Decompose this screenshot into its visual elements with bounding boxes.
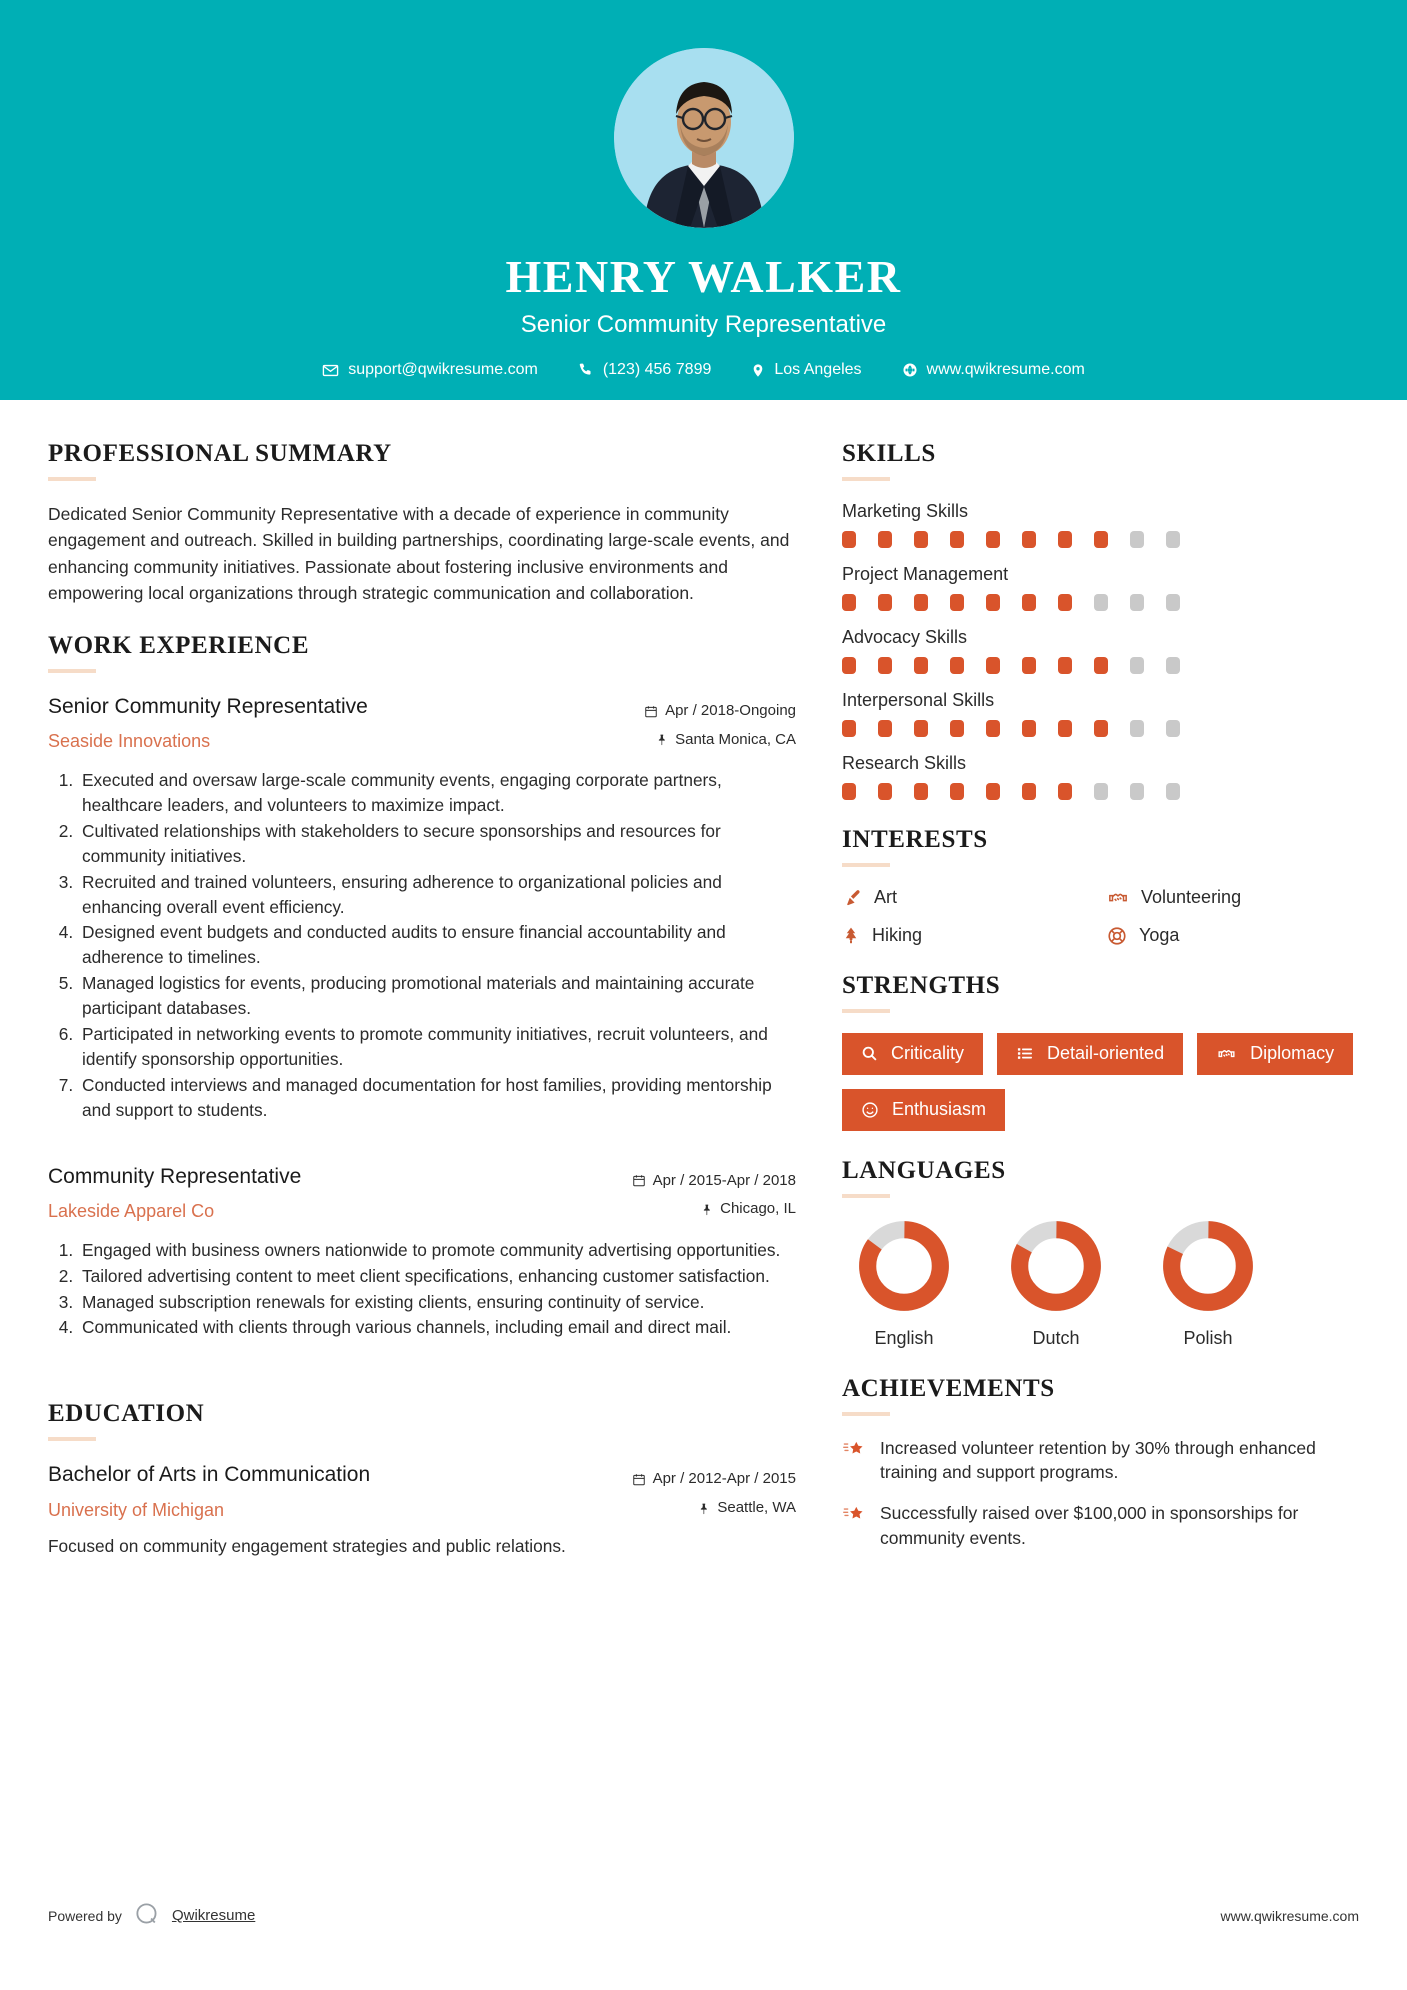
- entry-organization: Lakeside Apparel Co: [48, 1201, 215, 1222]
- strength-chip-enthusiasm[interactable]: [842, 1089, 1005, 1131]
- footer-website[interactable]: www.qwikresume.com: [1220, 1907, 1359, 1924]
- handshake-icon: [1216, 1045, 1237, 1063]
- bullet-item: 4. Communicated with clients through various channels, including email and direct mail.: [78, 1315, 796, 1340]
- entry-location-text: Chicago, IL: [720, 1200, 796, 1218]
- entry-left: [48, 1461, 581, 1522]
- entry-header: [48, 1163, 796, 1224]
- language-item: [1154, 1218, 1262, 1349]
- education-note: Focused on community engagement strategies and public relations.: [48, 1536, 566, 1557]
- entry-meta: [581, 1163, 796, 1224]
- entry-dates-text: Apr / 2018-Ongoing: [665, 702, 796, 719]
- achievement-text: Successfully raised over $100,000 in sponsorships for community events.: [880, 1503, 1299, 1549]
- strengths-list: [842, 1033, 1362, 1131]
- skill-dot-filled: [914, 783, 928, 800]
- skill-dot-empty: [1166, 783, 1180, 800]
- globe-icon: [902, 362, 918, 378]
- resume-body: [0, 400, 1407, 1586]
- bullet-item: 7. Conducted interviews and managed documentation for host families, providing mentorship and support to students.: [78, 1073, 796, 1123]
- skill-dot-empty: [1130, 531, 1144, 548]
- skill-rating: [842, 783, 1362, 800]
- page-footer: [0, 1901, 1407, 1930]
- skill-dot-filled: [1094, 657, 1108, 674]
- entry-bullets: [48, 1238, 796, 1341]
- calendar-icon: [644, 704, 658, 719]
- strength-label: Enthusiasm: [892, 1098, 987, 1119]
- skill-row: [842, 564, 1362, 611]
- section-spacer: [48, 1366, 796, 1400]
- skill-dot-empty: [1166, 531, 1180, 548]
- handshake-icon: [1107, 888, 1129, 908]
- pushpin-icon: [656, 732, 668, 747]
- section-rule: [842, 1009, 890, 1013]
- strength-label: Diplomacy: [1250, 1043, 1335, 1063]
- entry-role: Community Representative: [48, 1164, 302, 1188]
- entry-dates: [581, 1465, 796, 1494]
- education-entry: [48, 1461, 796, 1560]
- footer-powered-label: Powered by: [48, 1907, 122, 1924]
- skill-dot-filled: [914, 531, 928, 548]
- pine-tree-icon: [842, 925, 860, 946]
- skill-dot-empty: [1166, 720, 1180, 737]
- achievement-text: Increased volunteer retention by 30% through enhanced training and support programs.: [880, 1437, 1316, 1483]
- skill-dot-filled: [1022, 594, 1036, 611]
- section-languages: [842, 1157, 1362, 1349]
- skill-dot-filled: [914, 594, 928, 611]
- skill-label: Advocacy Skills: [842, 627, 968, 647]
- language-item: [1002, 1218, 1110, 1349]
- skill-dot-filled: [950, 720, 964, 737]
- skill-label: Project Management: [842, 564, 1009, 584]
- section-heading-achievements: ACHIEVEMENTS: [842, 1374, 1055, 1402]
- calendar-icon: [632, 1472, 646, 1487]
- experience-entry: [48, 1163, 796, 1341]
- skill-dot-empty: [1166, 594, 1180, 611]
- section-rule: [48, 477, 96, 481]
- section-achievements: [842, 1375, 1362, 1551]
- strength-label: Criticality: [891, 1043, 965, 1063]
- skill-rating: [842, 531, 1362, 548]
- language-label: English: [874, 1327, 934, 1348]
- skill-dot-filled: [842, 594, 856, 611]
- list-icon: [1016, 1045, 1034, 1062]
- achievement-item: [842, 1436, 1362, 1486]
- skill-dot-filled: [986, 531, 1000, 548]
- pushpin-icon: [698, 1501, 710, 1516]
- skill-row: [842, 690, 1362, 737]
- smiley-icon: [861, 1101, 879, 1119]
- entry-dates: [581, 697, 796, 726]
- bullet-item: 1. Executed and oversaw large-scale community events, engaging corporate partners, healthcare leaders, and volunteers to maximize impact.: [78, 768, 796, 818]
- contact-website[interactable]: [882, 361, 1105, 379]
- skill-dot-filled: [1058, 657, 1072, 674]
- section-heading-strengths: STRENGTHS: [842, 972, 1001, 999]
- avatar: [614, 48, 794, 228]
- experience-entry: [48, 693, 796, 1123]
- skill-dot-filled: [878, 783, 892, 800]
- resume-header: [0, 0, 1407, 400]
- bullet-item: 5. Managed logistics for events, producing promotional materials and maintaining accurate participant databases.: [78, 971, 796, 1021]
- footer-powered-by: [48, 1901, 255, 1930]
- skill-dot-filled: [1022, 720, 1036, 737]
- interest-item: [1107, 925, 1362, 946]
- interest-label: Yoga: [1139, 925, 1180, 945]
- bullet-item: 1. Engaged with business owners nationwide to promote community advertising opportunities.: [78, 1238, 796, 1263]
- skill-rating: [842, 720, 1362, 737]
- entry-bullets: [48, 768, 796, 1123]
- skill-label: Research Skills: [842, 753, 967, 773]
- interest-item: [842, 887, 1097, 908]
- section-heading-languages: LANGUAGES: [842, 1156, 1006, 1184]
- skill-dot-filled: [1022, 657, 1036, 674]
- skill-dot-filled: [1058, 531, 1072, 548]
- skill-dot-empty: [1166, 657, 1180, 674]
- strength-label: Detail-oriented: [1047, 1043, 1165, 1063]
- entry-left: [48, 693, 581, 754]
- contact-row: [302, 361, 1105, 379]
- entry-location-text: Seattle, WA: [717, 1498, 796, 1516]
- magnifier-icon: [861, 1045, 878, 1062]
- entry-organization: Seaside Innovations: [48, 731, 211, 752]
- skill-rating: [842, 594, 1362, 611]
- page-title: HENRY WALKER: [505, 251, 902, 302]
- right-column: [842, 440, 1362, 1586]
- entry-dates: [581, 1167, 796, 1196]
- skill-dot-filled: [842, 783, 856, 800]
- skill-row: [842, 753, 1362, 800]
- bullet-item: 6. Participated in networking events to promote community initiatives, recruit volunteers, and identify sponsorship opportunities.: [78, 1022, 796, 1072]
- paintbrush-icon: [842, 888, 862, 908]
- section-rule: [842, 1412, 890, 1416]
- strength-chip-diplomacy[interactable]: [1197, 1033, 1353, 1075]
- qwikresume-logo-icon: [134, 1901, 160, 1930]
- section-rule: [842, 477, 890, 481]
- skill-dot-filled: [986, 720, 1000, 737]
- skill-dot-filled: [1058, 783, 1072, 800]
- section-heading-interests: INTERESTS: [842, 826, 988, 853]
- contact-phone[interactable]: [558, 361, 732, 379]
- contact-email-text: support@qwikresume.com: [348, 361, 538, 378]
- section-rule: [48, 669, 96, 673]
- contact-location-text: Los Angeles: [774, 361, 862, 378]
- skill-dot-filled: [878, 720, 892, 737]
- section-rule: [842, 863, 890, 867]
- skill-dot-empty: [1130, 720, 1144, 737]
- envelope-icon: [322, 362, 339, 379]
- skill-label: Marketing Skills: [842, 501, 969, 521]
- skill-dot-filled: [986, 594, 1000, 611]
- skill-dot-filled: [842, 720, 856, 737]
- entry-location: [581, 1494, 796, 1523]
- section-heading-skills: SKILLS: [842, 440, 936, 467]
- language-donut-chart: [1160, 1218, 1256, 1314]
- interest-label: Art: [874, 887, 898, 907]
- skill-dot-empty: [1094, 594, 1108, 611]
- language-label: Dutch: [1032, 1327, 1080, 1348]
- skill-row: [842, 627, 1362, 674]
- interest-label: Volunteering: [1141, 887, 1242, 907]
- skill-dot-filled: [1094, 720, 1108, 737]
- skill-rating: [842, 657, 1362, 674]
- left-column: [48, 440, 796, 1586]
- skill-dot-filled: [986, 783, 1000, 800]
- section-heading-experience: WORK EXPERIENCE: [48, 632, 310, 659]
- education-school: University of Michigan: [48, 1499, 225, 1520]
- skill-dot-filled: [842, 657, 856, 674]
- interest-item: [842, 925, 1097, 946]
- summary-text: Dedicated Senior Community Representative with a decade of experience in community engagement and outreach. Skilled in building partnerships, coordinating large-scale events, and enhancing community initiatives. Passionate about fostering inclusive environments and empowering local organizations through strategic communication and collaboration.: [48, 504, 790, 603]
- language-item: [850, 1218, 958, 1349]
- section-rule: [842, 1194, 890, 1198]
- pushpin-icon: [701, 1202, 713, 1217]
- skill-dot-filled: [1094, 531, 1108, 548]
- skill-label: Interpersonal Skills: [842, 690, 995, 710]
- skill-dot-filled: [842, 531, 856, 548]
- entry-header: [48, 693, 796, 754]
- entry-location: [581, 726, 796, 755]
- section-professional-summary: [48, 440, 796, 606]
- contact-email[interactable]: [302, 361, 558, 379]
- section-skills: [842, 440, 1362, 800]
- section-work-experience: [48, 632, 796, 1340]
- skill-dot-filled: [1058, 594, 1072, 611]
- entry-dates-text: Apr / 2015-Apr / 2018: [652, 1171, 796, 1189]
- shooting-star-icon: [842, 1501, 866, 1526]
- entry-location-text: Santa Monica, CA: [675, 730, 796, 748]
- contact-phone-text: (123) 456 7899: [602, 361, 712, 378]
- entry-meta: [581, 1461, 796, 1522]
- skill-dot-empty: [1130, 783, 1144, 800]
- entry-meta: [581, 693, 796, 754]
- education-degree: Bachelor of Arts in Communication: [48, 1463, 371, 1487]
- entry-spacer: [48, 1129, 796, 1163]
- section-interests: [842, 826, 1362, 946]
- language-donut-chart: [856, 1218, 952, 1314]
- interest-item: [1107, 887, 1362, 908]
- section-strengths: [842, 972, 1362, 1131]
- entry-dates-text: Apr / 2012-Apr / 2015: [652, 1470, 796, 1488]
- skill-dot-filled: [950, 531, 964, 548]
- contact-website-text: www.qwikresume.com: [926, 361, 1085, 378]
- skill-dot-empty: [1094, 783, 1108, 800]
- shooting-star-icon: [842, 1436, 866, 1461]
- bullet-item: 2. Cultivated relationships with stakeholders to secure sponsorships and resources for community initiatives.: [78, 819, 796, 869]
- skill-dot-filled: [950, 594, 964, 611]
- skill-dot-filled: [950, 657, 964, 674]
- skill-dot-filled: [914, 657, 928, 674]
- entry-location: [581, 1195, 796, 1224]
- skill-dot-filled: [914, 720, 928, 737]
- skill-dot-empty: [1130, 594, 1144, 611]
- bullet-item: 4. Designed event budgets and conducted audits to ensure financial accountability and adherence to timelines.: [78, 920, 796, 970]
- language-label: Polish: [1183, 1327, 1233, 1348]
- section-rule: [48, 1437, 96, 1441]
- skill-dot-empty: [1130, 657, 1144, 674]
- footer-brand-link[interactable]: Qwikresume: [171, 1907, 256, 1924]
- achievement-item: [842, 1501, 1362, 1551]
- contact-location[interactable]: [731, 361, 881, 379]
- lifebuoy-icon: [1107, 926, 1127, 946]
- skill-dot-filled: [878, 657, 892, 674]
- phone-icon: [578, 362, 594, 378]
- calendar-icon: [632, 1173, 646, 1188]
- bullet-item: 3. Recruited and trained volunteers, ensuring adherence to organizational policies and enhancing overall event efficiency.: [78, 870, 796, 920]
- entry-left: [48, 1163, 581, 1224]
- bullet-item: 2. Tailored advertising content to meet client specifications, enhancing customer satisfaction.: [78, 1264, 796, 1289]
- skill-dot-filled: [986, 657, 1000, 674]
- skill-dot-filled: [950, 783, 964, 800]
- skill-dot-filled: [1022, 531, 1036, 548]
- bullet-item: 3. Managed subscription renewals for existing clients, ensuring continuity of service.: [78, 1290, 796, 1315]
- skill-row: [842, 501, 1362, 548]
- interests-grid: [842, 887, 1362, 946]
- interest-label: Hiking: [872, 925, 923, 945]
- entry-role: Senior Community Representative: [48, 695, 368, 718]
- skill-dot-filled: [1022, 783, 1036, 800]
- map-pin-icon: [751, 362, 765, 379]
- skill-dot-filled: [1058, 720, 1072, 737]
- entry-header: [48, 1461, 796, 1522]
- strength-chip-criticality[interactable]: [842, 1033, 983, 1075]
- skill-dot-filled: [878, 531, 892, 548]
- language-donut-chart: [1008, 1218, 1104, 1314]
- section-heading-education: EDUCATION: [48, 1400, 205, 1428]
- section-heading-summary: PROFESSIONAL SUMMARY: [48, 440, 392, 467]
- languages-list: [842, 1218, 1362, 1349]
- header-subtitle: Senior Community Representative: [520, 311, 887, 338]
- strength-chip-detail-oriented[interactable]: [997, 1033, 1183, 1075]
- section-education: [48, 1400, 796, 1560]
- skill-dot-filled: [878, 594, 892, 611]
